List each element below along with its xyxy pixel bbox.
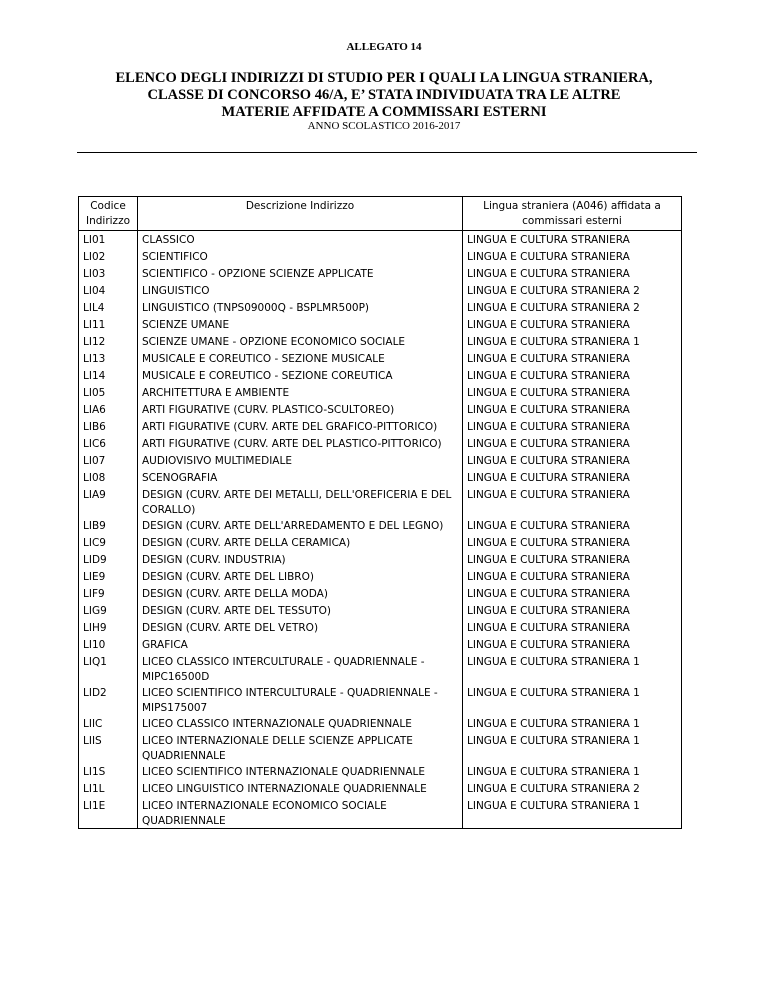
header-descrizione: Descrizione Indirizzo xyxy=(138,197,463,231)
cell-descrizione: DESIGN (CURV. ARTE DEL VETRO) xyxy=(138,619,463,636)
cell-codice: LIL4 xyxy=(79,299,138,316)
cell-codice: LI11 xyxy=(79,316,138,333)
cell-codice: LI08 xyxy=(79,469,138,486)
header-codice: Codice Indirizzo xyxy=(79,197,138,231)
cell-lingua: LINGUA E CULTURA STRANIERA xyxy=(467,438,630,450)
school-year: ANNO SCOLASTICO 2016-2017 xyxy=(307,120,461,132)
cell-codice: LI01 xyxy=(79,231,138,249)
table-body xyxy=(79,231,682,829)
cell-lingua: LINGUA E CULTURA STRANIERA xyxy=(467,554,630,566)
cell-descrizione: LICEO LINGUISTICO INTERNAZIONALE QUADRIENNALE xyxy=(138,780,463,797)
cell-codice: LI14 xyxy=(79,367,138,384)
cell-descrizione: LICEO INTERNAZIONALE DELLE SCIENZE APPLICATE QUADRIENNALE xyxy=(138,732,463,763)
table-row xyxy=(79,715,682,732)
cell-lingua: LINGUA E CULTURA STRANIERA 1 xyxy=(467,687,640,699)
table-row xyxy=(79,780,682,797)
cell-codice: LI04 xyxy=(79,282,138,299)
cell-codice: LI02 xyxy=(79,248,138,265)
table-row xyxy=(79,732,682,763)
title-line: MATERIE AFFIDATE A COMMISSARI ESTERNI xyxy=(221,104,547,120)
cell-lingua: LINGUA E CULTURA STRANIERA 1 xyxy=(467,800,640,812)
cell-descrizione: LICEO SCIENTIFICO INTERNAZIONALE QUADRIENNALE xyxy=(138,763,463,780)
cell-descrizione: SCIENZE UMANE xyxy=(138,316,463,333)
table-row xyxy=(79,316,682,333)
cell-descrizione: ARTI FIGURATIVE (CURV. ARTE DEL PLASTICO-PITTORICO) xyxy=(138,435,463,452)
table-row xyxy=(79,797,682,829)
cell-descrizione: DESIGN (CURV. ARTE DEI METALLI, DELL'OREFICERIA E DEL CORALLO) xyxy=(138,486,463,517)
table-row xyxy=(79,282,682,299)
cell-descrizione: ARTI FIGURATIVE (CURV. PLASTICO-SCULTOREO) xyxy=(138,401,463,418)
cell-codice: LIIC xyxy=(79,715,138,732)
cell-descrizione: MUSICALE E COREUTICO - SEZIONE COREUTICA xyxy=(138,367,463,384)
cell-descrizione: DESIGN (CURV. ARTE DELLA MODA) xyxy=(138,585,463,602)
cell-codice: LI1E xyxy=(79,797,138,829)
cell-lingua: LINGUA E CULTURA STRANIERA xyxy=(467,639,630,651)
cell-descrizione: ARTI FIGURATIVE (CURV. ARTE DEL GRAFICO-PITTORICO) xyxy=(138,418,463,435)
table-row xyxy=(79,585,682,602)
cell-lingua: LINGUA E CULTURA STRANIERA 1 xyxy=(467,336,640,348)
title-line: CLASSE DI CONCORSO 46/A, E’ STATA INDIVIDUATA TRA LE ALTRE xyxy=(147,87,621,103)
cell-lingua: LINGUA E CULTURA STRANIERA xyxy=(467,489,630,501)
cell-lingua: LINGUA E CULTURA STRANIERA xyxy=(467,387,630,399)
cell-lingua: LINGUA E CULTURA STRANIERA xyxy=(467,537,630,549)
cell-descrizione: DESIGN (CURV. ARTE DELLA CERAMICA) xyxy=(138,534,463,551)
cell-descrizione: SCIENZE UMANE - OPZIONE ECONOMICO SOCIALE xyxy=(138,333,463,350)
cell-lingua: LINGUA E CULTURA STRANIERA xyxy=(467,353,630,365)
cell-descrizione: LICEO INTERNAZIONALE ECONOMICO SOCIALE QUADRIENNALE xyxy=(138,797,463,829)
cell-lingua: LINGUA E CULTURA STRANIERA xyxy=(467,472,630,484)
table-row xyxy=(79,684,682,715)
cell-descrizione: DESIGN (CURV. ARTE DEL TESSUTO) xyxy=(138,602,463,619)
table-row xyxy=(79,452,682,469)
cell-lingua: LINGUA E CULTURA STRANIERA xyxy=(467,588,630,600)
cell-descrizione: LINGUISTICO (TNPS09000Q - BSPLMR500P) xyxy=(138,299,463,316)
cell-codice: LI07 xyxy=(79,452,138,469)
header-divider xyxy=(77,152,697,153)
cell-codice: LIQ1 xyxy=(79,653,138,684)
cell-descrizione: DESIGN (CURV. ARTE DELL'ARREDAMENTO E DEL LEGNO) xyxy=(138,517,463,534)
cell-lingua: LINGUA E CULTURA STRANIERA 1 xyxy=(467,718,640,730)
cell-lingua: LINGUA E CULTURA STRANIERA xyxy=(467,520,630,532)
table-row xyxy=(79,350,682,367)
cell-lingua: LINGUA E CULTURA STRANIERA xyxy=(467,455,630,467)
table-row xyxy=(79,763,682,780)
title-line: ELENCO DEGLI INDIRIZZI DI STUDIO PER I QUALI LA LINGUA STRANIERA, xyxy=(115,70,653,86)
table-row xyxy=(79,367,682,384)
table-row xyxy=(79,551,682,568)
table-row xyxy=(79,265,682,282)
cell-lingua: LINGUA E CULTURA STRANIERA xyxy=(467,622,630,634)
cell-codice: LIB6 xyxy=(79,418,138,435)
cell-codice: LI1S xyxy=(79,763,138,780)
cell-codice: LIC9 xyxy=(79,534,138,551)
cell-codice: LI12 xyxy=(79,333,138,350)
cell-codice: LIE9 xyxy=(79,568,138,585)
allegato-label: ALLEGATO 14 xyxy=(346,41,422,53)
table-row xyxy=(79,248,682,265)
cell-descrizione: SCENOGRAFIA xyxy=(138,469,463,486)
table-row xyxy=(79,568,682,585)
cell-lingua: LINGUA E CULTURA STRANIERA xyxy=(467,319,630,331)
table-row xyxy=(79,602,682,619)
indirizzi-table xyxy=(78,196,682,829)
cell-lingua: LINGUA E CULTURA STRANIERA 2 xyxy=(467,783,640,795)
cell-codice: LI13 xyxy=(79,350,138,367)
table-header-row xyxy=(79,197,682,231)
cell-lingua: LINGUA E CULTURA STRANIERA xyxy=(467,268,630,280)
cell-lingua: LINGUA E CULTURA STRANIERA xyxy=(467,234,630,246)
cell-descrizione: DESIGN (CURV. INDUSTRIA) xyxy=(138,551,463,568)
cell-descrizione: MUSICALE E COREUTICO - SEZIONE MUSICALE xyxy=(138,350,463,367)
table-row xyxy=(79,653,682,684)
cell-codice: LIH9 xyxy=(79,619,138,636)
table-row xyxy=(79,299,682,316)
cell-codice: LIF9 xyxy=(79,585,138,602)
cell-codice: LIA9 xyxy=(79,486,138,517)
header-lingua: Lingua straniera (A046) affidata a commissari esterni xyxy=(463,197,682,231)
cell-lingua: LINGUA E CULTURA STRANIERA 1 xyxy=(467,766,640,778)
cell-descrizione: LICEO SCIENTIFICO INTERCULTURALE - QUADRIENNALE - MIPS175007 xyxy=(138,684,463,715)
cell-codice: LIC6 xyxy=(79,435,138,452)
table-row xyxy=(79,418,682,435)
table-row xyxy=(79,636,682,653)
cell-lingua: LINGUA E CULTURA STRANIERA 2 xyxy=(467,285,640,297)
document-title xyxy=(60,70,708,121)
table-row xyxy=(79,619,682,636)
table-row xyxy=(79,534,682,551)
cell-lingua: LINGUA E CULTURA STRANIERA xyxy=(467,605,630,617)
table-row xyxy=(79,384,682,401)
cell-codice: LID2 xyxy=(79,684,138,715)
cell-codice: LI05 xyxy=(79,384,138,401)
cell-codice: LI03 xyxy=(79,265,138,282)
table-row xyxy=(79,435,682,452)
cell-lingua: LINGUA E CULTURA STRANIERA xyxy=(467,370,630,382)
table-row xyxy=(79,517,682,534)
cell-lingua: LINGUA E CULTURA STRANIERA 2 xyxy=(467,302,640,314)
cell-descrizione: ARCHITETTURA E AMBIENTE xyxy=(138,384,463,401)
cell-codice: LI1L xyxy=(79,780,138,797)
cell-codice: LIB9 xyxy=(79,517,138,534)
cell-descrizione: GRAFICA xyxy=(138,636,463,653)
cell-descrizione: LINGUISTICO xyxy=(138,282,463,299)
cell-descrizione: CLASSICO xyxy=(138,231,463,249)
cell-codice: LIIS xyxy=(79,732,138,763)
table-row xyxy=(79,401,682,418)
table-row xyxy=(79,486,682,517)
cell-descrizione: SCIENTIFICO - OPZIONE SCIENZE APPLICATE xyxy=(138,265,463,282)
cell-lingua: LINGUA E CULTURA STRANIERA xyxy=(467,251,630,263)
cell-codice: LIG9 xyxy=(79,602,138,619)
cell-descrizione: LICEO CLASSICO INTERNAZIONALE QUADRIENNALE xyxy=(138,715,463,732)
cell-codice: LI10 xyxy=(79,636,138,653)
cell-codice: LIA6 xyxy=(79,401,138,418)
cell-lingua: LINGUA E CULTURA STRANIERA xyxy=(467,571,630,583)
cell-descrizione: AUDIOVISIVO MULTIMEDIALE xyxy=(138,452,463,469)
cell-lingua: LINGUA E CULTURA STRANIERA 1 xyxy=(467,735,640,747)
cell-descrizione: LICEO CLASSICO INTERCULTURALE - QUADRIENNALE - MIPC16500D xyxy=(138,653,463,684)
cell-lingua: LINGUA E CULTURA STRANIERA xyxy=(467,404,630,416)
table-row xyxy=(79,231,682,249)
cell-lingua: LINGUA E CULTURA STRANIERA 1 xyxy=(467,656,640,668)
cell-descrizione: SCIENTIFICO xyxy=(138,248,463,265)
cell-descrizione: DESIGN (CURV. ARTE DEL LIBRO) xyxy=(138,568,463,585)
cell-lingua: LINGUA E CULTURA STRANIERA xyxy=(467,421,630,433)
cell-codice: LID9 xyxy=(79,551,138,568)
table-row xyxy=(79,333,682,350)
table-row xyxy=(79,469,682,486)
